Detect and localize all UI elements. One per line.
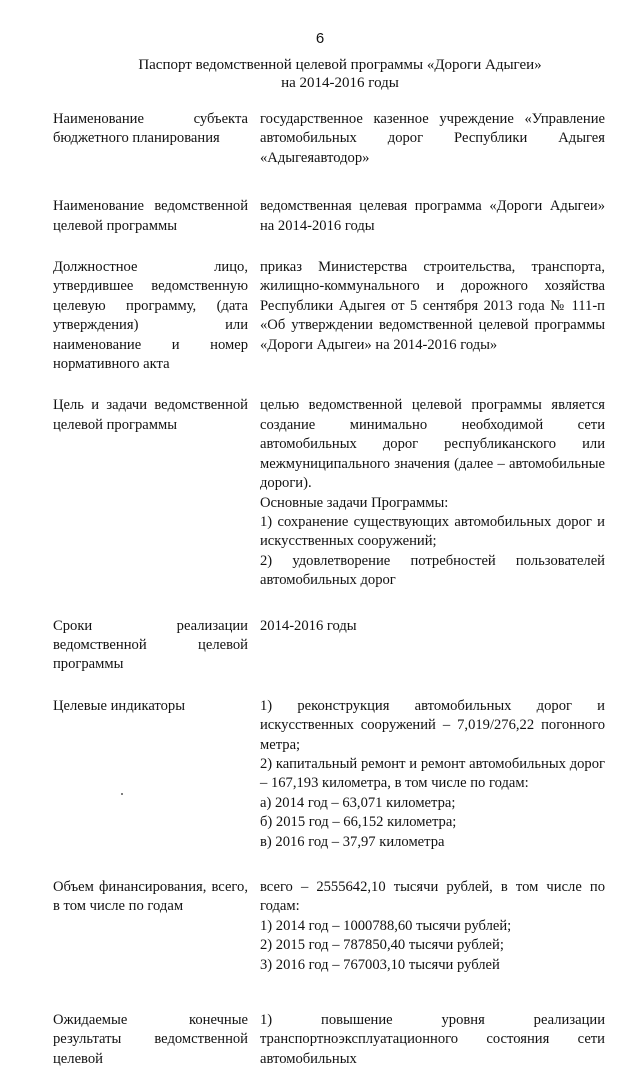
row-value-line: всего – 2555642,10 тысячи рублей, в том числе по годам: bbox=[260, 879, 605, 915]
row-value bbox=[260, 258, 605, 355]
row-value-line: а) 2014 год – 63,071 километра; bbox=[260, 794, 456, 811]
passport-row-expected-results bbox=[53, 1011, 605, 1069]
passport-row-program-name bbox=[53, 197, 605, 236]
scan-artifact bbox=[121, 793, 123, 795]
row-label: Наименование ведомственной целевой программы bbox=[53, 198, 248, 234]
row-value-line: государственное казенное учреждение «Управление автомобильных дорог Республики Адыгея «Адыгеяавтодор» bbox=[260, 111, 605, 166]
row-value-line: 2) 2015 год – 787850,40 тысячи рублей; bbox=[260, 937, 504, 954]
row-value-line: 1) реконструкция автомобильных дорог и искусственных сооружений – 7,019/276,22 погонного метра; bbox=[260, 697, 605, 753]
row-value-line: 1) 2014 год – 1000788,60 тысячи рублей; bbox=[260, 917, 512, 934]
passport-table bbox=[53, 110, 605, 1069]
row-value bbox=[260, 878, 605, 975]
document-title-line-2: на 2014-2016 годы bbox=[281, 75, 399, 91]
row-value-line: 2) удовлетворение потребностей пользователей автомобильных дорог bbox=[260, 552, 605, 589]
row-value-line: 1) повышение уровня реализации транспортноэксплуатационного состояния сети автомобильных bbox=[260, 1012, 605, 1067]
row-value bbox=[260, 197, 605, 236]
document-title bbox=[60, 56, 620, 92]
row-value-line: б) 2015 год – 66,152 километра; bbox=[260, 814, 457, 831]
row-value-line: в) 2016 год – 37,97 километра bbox=[260, 833, 445, 850]
row-value bbox=[260, 617, 605, 636]
row-value bbox=[260, 1011, 605, 1069]
row-label: Должностное лицо, утвердившее ведомственную целевую программу, (дата утверждения) или наименование и номер нормативного акта bbox=[53, 259, 248, 373]
row-label: Целевые индикаторы bbox=[53, 697, 186, 714]
passport-row-goals-and-tasks bbox=[53, 396, 605, 590]
row-value bbox=[260, 110, 605, 168]
passport-row-timeline bbox=[53, 617, 605, 675]
row-label: Ожидаемые конечные результаты ведомственной целевой bbox=[53, 1012, 248, 1067]
row-value-line: приказ Министерства строительства, транспорта, жилищно-коммунального и дорожного хозяйства Республики Адыгея от 5 сентября 2013 года № 111-п «Об утверждении ведомственной целевой программы «Дороги Адыгеи» на 2014-2016 годы» bbox=[260, 259, 605, 353]
row-value-line: 3) 2016 год – 767003,10 тысячи рублей bbox=[260, 956, 500, 973]
passport-row-target-indicators bbox=[53, 697, 605, 852]
page-number: 6 bbox=[315, 30, 325, 47]
row-value-line: целью ведомственной целевой программы является создание минимально необходимой сети автомобильных дорог республиканского или межмуниципального значения (далее – автомобильные дороги). bbox=[260, 397, 605, 492]
row-label: Сроки реализации ведомственной целевой программы bbox=[53, 617, 248, 673]
passport-row-approving-official bbox=[53, 258, 605, 374]
row-value-line: 2014-2016 годы bbox=[260, 617, 357, 634]
row-value-line: Основные задачи Программы: bbox=[260, 494, 449, 511]
row-value-line: ведомственная целевая программа «Дороги Адыгеи» на 2014-2016 годы bbox=[260, 198, 605, 234]
row-value-line: 1) сохранение существующих автомобильных дорог и искусственных сооружений; bbox=[260, 513, 605, 550]
row-label: Наименование субъекта бюджетного планирования bbox=[53, 111, 248, 147]
passport-row-budget-subject bbox=[53, 110, 605, 168]
row-label: Цель и задачи ведомственной целевой программы bbox=[53, 397, 248, 433]
document-title-line-1: Паспорт ведомственной целевой программы «Дороги Адыгеи» bbox=[138, 57, 542, 73]
row-value-line: 2) капитальный ремонт и ремонт автомобильных дорог – 167,193 километра, в том числе по годам: bbox=[260, 755, 605, 792]
row-label: Объем финансирования, всего, в том числе по годам bbox=[53, 879, 248, 915]
passport-row-funding bbox=[53, 878, 605, 975]
row-value bbox=[260, 396, 605, 590]
row-value bbox=[260, 697, 605, 852]
